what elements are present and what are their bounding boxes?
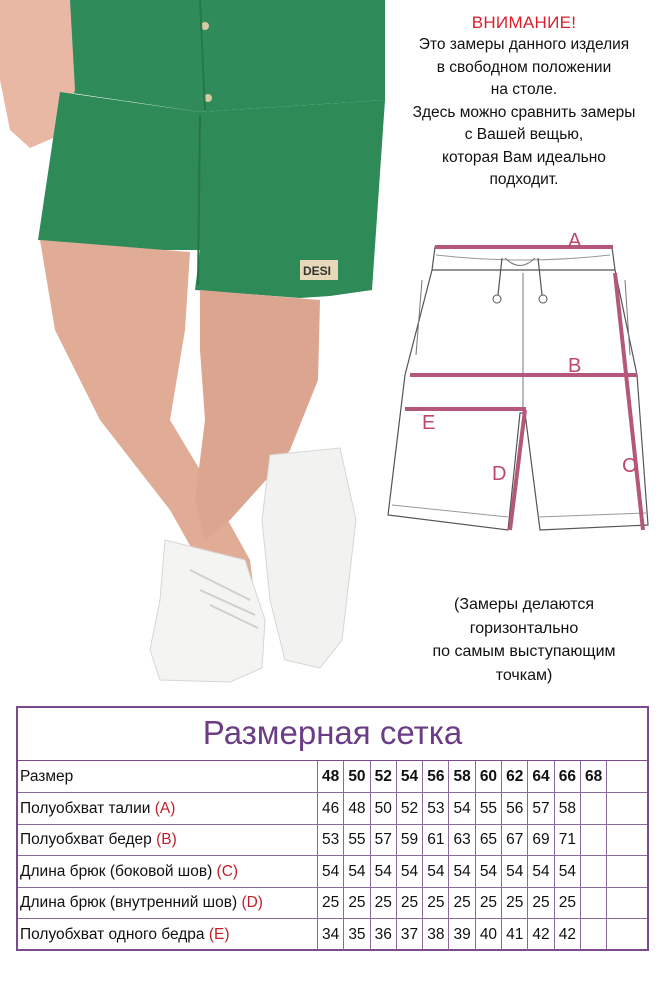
size-header-cell: 60 xyxy=(476,761,502,792)
size-value-cell: 69 xyxy=(528,824,554,855)
size-value-cell: 40 xyxy=(476,919,502,950)
measure-name: Размер xyxy=(20,768,74,785)
size-value-cell: 53 xyxy=(318,824,344,855)
size-value-cell xyxy=(581,887,607,918)
size-header-cell: 50 xyxy=(344,761,370,792)
size-value-cell: 42 xyxy=(555,919,581,950)
warning-line: подходит. xyxy=(489,171,559,188)
warning-line: Это замеры данного изделия xyxy=(418,36,630,53)
measure-letter: (E) xyxy=(208,925,230,943)
size-value-cell: 58 xyxy=(555,793,581,824)
size-value-cell xyxy=(581,856,607,887)
size-value-cell xyxy=(581,824,607,855)
size-header-cell: 56 xyxy=(423,761,449,792)
warning-line: Здесь можно сравнить замеры xyxy=(412,103,636,121)
measure-name: Длина брюк (боковой шов) xyxy=(20,862,217,880)
size-value-cell: 48 xyxy=(344,793,370,824)
size-value-cell: 25 xyxy=(371,887,397,918)
note-line: по самым выступающим xyxy=(432,643,616,660)
size-value-cell: 71 xyxy=(555,824,581,855)
size-value-cell: 25 xyxy=(397,887,423,918)
size-value-cell: 65 xyxy=(476,824,502,855)
size-header-cell: 48 xyxy=(318,761,344,792)
size-header-cell: 66 xyxy=(555,761,581,792)
size-value-cell: 55 xyxy=(344,824,370,855)
warning-line: с Вашей вещью, xyxy=(464,126,584,143)
size-value-cell: 52 xyxy=(397,793,423,824)
measure-name: Полуобхват одного бедра xyxy=(20,925,209,943)
size-table xyxy=(16,706,649,951)
size-value-cell: 57 xyxy=(528,793,554,824)
size-value-cell: 25 xyxy=(555,887,581,918)
size-value-cell xyxy=(581,919,607,950)
size-value-cell: 39 xyxy=(450,919,476,950)
size-value-cell: 41 xyxy=(502,919,528,950)
size-value-cell: 54 xyxy=(397,856,423,887)
measure-label-a: A xyxy=(568,230,582,252)
table-row xyxy=(18,856,647,888)
measure-letter: (B) xyxy=(156,831,177,848)
size-header-cell: 52 xyxy=(371,761,397,792)
measure-label-b: B xyxy=(568,355,582,377)
size-value-cell: 36 xyxy=(371,919,397,950)
measure-name: Длина брюк (внутренний шов) xyxy=(20,894,242,911)
table-row xyxy=(18,887,647,919)
size-value-cell: 35 xyxy=(344,919,370,950)
size-value-cell: 59 xyxy=(397,824,423,855)
size-header-cell: 58 xyxy=(450,761,476,792)
size-value-cell: 25 xyxy=(318,887,344,918)
measure-label xyxy=(18,919,318,950)
shorts-tag-text: DESI xyxy=(303,264,332,278)
size-value-cell xyxy=(581,793,607,824)
size-value-cell: 54 xyxy=(450,856,476,887)
measure-label xyxy=(18,793,318,824)
measure-label-e: E xyxy=(422,412,436,434)
size-value-cell: 55 xyxy=(476,793,502,824)
measure-name: Полуобхват талии xyxy=(20,799,155,817)
measure-letter: (C) xyxy=(216,862,239,880)
size-value-cell: 25 xyxy=(502,887,528,918)
measure-label-c: C xyxy=(622,455,637,477)
size-value-cell: 34 xyxy=(318,919,344,950)
table-row xyxy=(18,793,647,825)
note-line: (Замеры делаются xyxy=(453,596,595,613)
size-value-cell: 57 xyxy=(371,824,397,855)
shirt-shape xyxy=(60,0,385,112)
size-header-cell: 62 xyxy=(502,761,528,792)
size-value-cell: 54 xyxy=(371,856,397,887)
warning-title: ВНИМАНИЕ! xyxy=(471,13,577,32)
size-value-cell: 50 xyxy=(371,793,397,824)
size-value-cell: 25 xyxy=(450,887,476,918)
size-value-cell: 25 xyxy=(528,887,554,918)
note-line: точкам) xyxy=(495,666,553,684)
size-header-label xyxy=(18,761,318,792)
size-value-cell: 56 xyxy=(502,793,528,824)
size-value-cell: 25 xyxy=(344,887,370,918)
size-value-cell: 25 xyxy=(476,887,502,918)
size-value-cell: 38 xyxy=(423,919,449,950)
size-header-cell: 64 xyxy=(528,761,554,792)
size-header-cell: 54 xyxy=(397,761,423,792)
note-line: горизонтально xyxy=(469,619,579,637)
size-value-cell: 42 xyxy=(528,919,554,950)
measure-letter: (A) xyxy=(154,799,176,817)
size-value-cell: 25 xyxy=(423,887,449,918)
table-row xyxy=(18,919,647,950)
size-value-cell: 63 xyxy=(450,824,476,855)
table-title: Размерная сетка xyxy=(18,708,647,761)
size-value-cell: 54 xyxy=(502,856,528,887)
size-value-cell: 54 xyxy=(318,856,344,887)
measure-label xyxy=(18,887,318,918)
size-value-cell: 54 xyxy=(344,856,370,887)
warning-line: которая Вам идеально xyxy=(442,148,606,166)
size-value-cell: 37 xyxy=(397,919,423,950)
size-value-cell: 54 xyxy=(555,856,581,887)
measure-label xyxy=(18,856,318,887)
measure-label-d: D xyxy=(492,463,507,485)
size-value-cell: 61 xyxy=(423,824,449,855)
size-value-cell: 54 xyxy=(476,856,502,887)
shorts-diagram xyxy=(380,225,667,555)
table-header-row xyxy=(18,761,647,793)
size-value-cell: 54 xyxy=(450,793,476,824)
size-value-cell: 53 xyxy=(423,793,449,824)
shorts-outline xyxy=(388,247,648,530)
measurement-note xyxy=(388,593,660,687)
size-header-cell: 68 xyxy=(581,761,607,792)
size-value-cell: 54 xyxy=(528,856,554,887)
warning-block xyxy=(388,12,660,192)
product-photo xyxy=(0,0,385,690)
measure-letter: (D) xyxy=(241,894,263,911)
measure-label xyxy=(18,824,318,855)
size-value-cell: 67 xyxy=(502,824,528,855)
warning-line: в свободном положении xyxy=(436,58,612,76)
table-row xyxy=(18,824,647,856)
size-value-cell: 54 xyxy=(423,856,449,887)
warning-line: на столе. xyxy=(490,81,558,98)
size-value-cell: 46 xyxy=(318,793,344,824)
measure-name: Полуобхват бедер xyxy=(20,831,157,848)
